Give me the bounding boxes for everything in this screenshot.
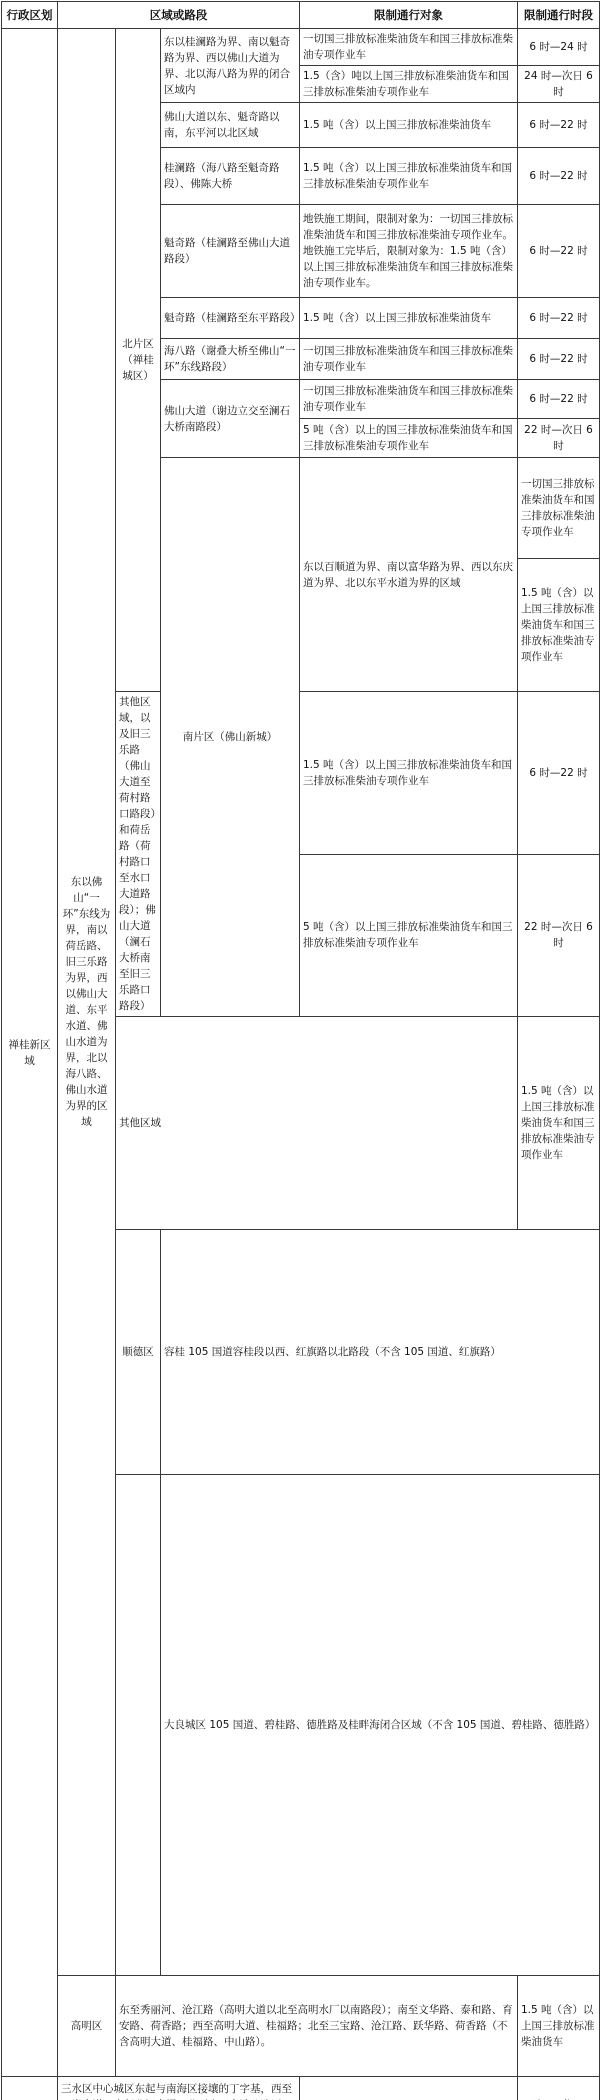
target-cell: 1.5 吨（含）以上国三排放标准柴油货车 [300, 298, 518, 339]
district-cell-gaoming: 高明区 [58, 1976, 116, 2077]
south-subarea-label: 南片区（佛山新城） [161, 458, 300, 1017]
time-cell: 6 时—22 时 [518, 103, 600, 148]
road-cell: 大良城区 105 国道、碧桂路、德胜路及桂畔海闭合区域（不含 105 国道、碧桂路、德胜路） [161, 1475, 600, 1976]
target-cell: 5 吨（含）以上国三排放标准柴油货车和国三排放标准柴油专项作业车 [300, 854, 518, 1017]
district-cell-shunde: 顺德区 [116, 1230, 161, 1475]
time-cell: 6 时—22 时 [518, 380, 600, 419]
district-cell-blank [116, 1475, 161, 1976]
road-cell: 佛山大道以东、魁奇路以南，东平河以北区域 [161, 103, 300, 148]
road-cell: 东以百顺道为界、南以富华路为界、西以东庆道为界、北以东平水道为界的区域 [300, 458, 518, 692]
road-cell: 海八路（谢叠大桥至佛山“一环”东线路段） [161, 339, 300, 380]
road-cell: 魁奇路（桂澜路至东平路段） [161, 298, 300, 339]
chancheng-area-desc: 东以佛山“一环”东线为界，南以荷岳路、旧三乐路为界，西以佛山大道、东平水道、佛山水道为界，北以海八路、佛山水道为界的区域 [58, 29, 116, 1976]
target-cell: 一切国三排放标准柴油货车和国三排放标准柴油专项作业车 [518, 458, 600, 559]
target-cell: 一切国三排放标准柴油货车和国三排放标准柴油专项作业车 [300, 29, 518, 66]
road-cell: 其他区域，以及旧三乐路（佛山大道至荷村路口路段）和荷岳路（荷村路口至水口大道路段）；佛山大道（澜石大桥南至旧三乐路口路段） [116, 692, 161, 1017]
target-cell: 5 吨（含）以上的国三排放标准柴油货车和国三排放标准柴油专项作业车 [300, 419, 518, 458]
time-cell: 6 时—22 时 [518, 148, 600, 205]
time-cell: 6 时—22 时 [518, 692, 600, 855]
north-subarea-label: 北片区（禅桂城区） [116, 29, 161, 692]
district-cell-sanshui [2, 2077, 58, 2100]
road-cell: 东以桂澜路为界、南以魁奇路为界、西以佛山大道为界、北以海八路为界的闭合区域内 [161, 29, 300, 103]
target-cell: 一切国三排放标准柴油货车和国三排放标准柴油专项作业车 [300, 339, 518, 380]
road-cell: 魁奇路（桂澜路至佛山大道路段） [161, 205, 300, 298]
header-area: 区域或路段 [58, 2, 300, 29]
target-cell: 1.5 吨（含）以上国三排放标准柴油货车 [300, 103, 518, 148]
restriction-table [1, 1, 600, 2100]
target-cell: 一切国三排放标准柴油货车和国三排放标准柴油专项作业车 [300, 380, 518, 419]
table-row [2, 1976, 600, 2077]
header-time: 限制通行时段 [518, 2, 600, 29]
target-cell: 1.5 吨（含）以上国三排放标准柴油货车和国三排放标准柴油专项作业车 [518, 559, 600, 692]
road-cell: 三水区中心城区东起与南海区接壤的丁字基，西至 [58, 2077, 300, 2100]
time-cell: 6 时—24 时 [518, 29, 600, 66]
target-cell: 1.5 吨（含）以上国三排放标准柴油货车和国三排放标准柴油专项作业车 [300, 692, 518, 855]
header-district: 行政区划 [2, 2, 58, 29]
time-cell: 22 时—次日 6 时 [518, 854, 600, 1017]
table-row [2, 2077, 600, 2100]
target-cell: 1.5（含）吨以上国三排放标准柴油货车和国三排放标准柴油专项作业车 [300, 66, 518, 103]
road-cell: 佛山大道（谢边立交至澜石大桥南路段） [161, 380, 300, 458]
target-cell [300, 2077, 518, 2100]
table-row [2, 29, 600, 66]
road-cell: 容桂 105 国道容桂段以西、红旗路以北路段（不含 105 国道、红旗路） [161, 1230, 600, 1475]
road-cell-other: 其他区域 [116, 1017, 518, 1230]
time-cell: 6 时—22 时 [518, 339, 600, 380]
time-cell [518, 2077, 600, 2100]
time-cell: 22 时—次日 6 时 [518, 419, 600, 458]
target-cell: 1.5 吨（含）以上国三排放标准柴油货车和国三排放标准柴油专项作业车 [300, 148, 518, 205]
header-target: 限制通行对象 [300, 2, 518, 29]
time-cell: 6 时—22 时 [518, 205, 600, 298]
road-cell: 东至秀丽河、沧江路（高明大道以北至高明水厂以南路段）；南至文华路、泰和路、育安路、荷香路；西至高明大道、桂福路；北至三宝路、沧江路、跃华路、荷香路（不含高明大道、桂福路、中山路）。 [116, 1976, 518, 2077]
target-cell: 1.5 吨（含）以上国三排放标准柴油货车和国三排放标准柴油专项作业车 [518, 1017, 600, 1230]
road-cell: 桂澜路（海八路至魁奇路段）、佛陈大桥 [161, 148, 300, 205]
district-cell-chancheng: 禅桂新区域 [2, 29, 58, 2077]
header-row [2, 2, 600, 29]
target-cell: 1.5 吨（含）以上国三排放标准柴油货车 [518, 1976, 600, 2077]
time-cell: 6 时—22 时 [518, 298, 600, 339]
time-cell: 24 时—次日 6 时 [518, 66, 600, 103]
target-cell: 地铁施工期间，限制对象为：一切国三排放标准柴油货车和国三排放标准柴油专项作业车。地铁施工完毕后，限制对象为：1.5 吨（含）以上国三排放标准柴油货车和国三排放标准柴油专项作业车。 [300, 205, 518, 298]
